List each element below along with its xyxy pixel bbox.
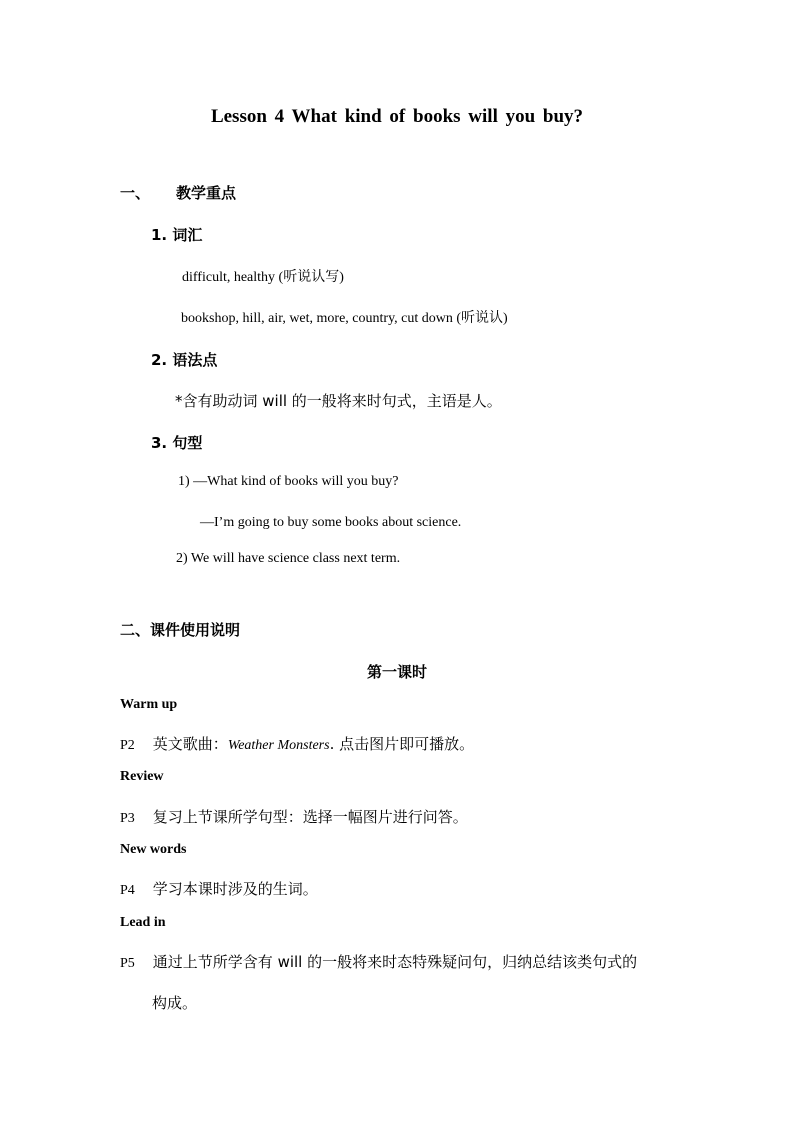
song-title: Weather Monsters bbox=[227, 738, 330, 753]
item-label-review: Review bbox=[120, 769, 164, 784]
section2-heading: 二、课件使用说明 bbox=[120, 621, 241, 639]
page-number: P5 bbox=[120, 956, 135, 971]
sentence-line-1: 1) —What kind of books will you buy? bbox=[178, 474, 399, 489]
item-line-warmup bbox=[120, 733, 474, 754]
sentences-heading: 3. 句型 bbox=[151, 434, 203, 452]
item-text-before: 英文歌曲： bbox=[152, 735, 228, 753]
section1-heading: 教学重点 bbox=[176, 184, 237, 202]
item-text: 通过上节所学含有 will 的一般将来时态特殊疑问句，归纳总结该类句式的 bbox=[152, 953, 638, 971]
item-label-warmup: Warm up bbox=[120, 697, 178, 712]
page-number: P4 bbox=[120, 883, 135, 898]
period-heading: 第一课时 bbox=[366, 663, 427, 681]
grammar-heading: 2. 语法点 bbox=[151, 351, 218, 369]
item-text-continued: 构成。 bbox=[152, 994, 198, 1012]
page-number: P2 bbox=[120, 738, 135, 753]
item-text: 复习上节课所学句型：选择一幅图片进行问答。 bbox=[152, 808, 468, 826]
item-line-review bbox=[120, 806, 468, 827]
vocab-line-2: bookshop, hill, air, wet, more, country, cut down (听说认) bbox=[181, 311, 508, 326]
item-label-new-words: New words bbox=[120, 842, 187, 857]
page-number: P3 bbox=[120, 811, 135, 826]
item-text-after: . 点击图片即可播放。 bbox=[329, 735, 475, 753]
lesson-title: Lesson 4 What kind of books will you buy? bbox=[210, 106, 584, 127]
sentence-line-2: —I’m going to buy some books about science. bbox=[200, 515, 462, 530]
item-line-lead-in bbox=[120, 951, 637, 972]
item-label-lead-in: Lead in bbox=[120, 915, 166, 930]
section1-number: 一、 bbox=[120, 184, 151, 202]
grammar-line: *含有助动词 will 的一般将来时句式，主语是人。 bbox=[175, 392, 502, 410]
vocab-heading: 1. 词汇 bbox=[151, 226, 203, 244]
vocab-line-1: difficult, healthy (听说认写) bbox=[182, 270, 344, 285]
item-text: 学习本课时涉及的生词。 bbox=[152, 880, 318, 898]
item-line-new-words bbox=[120, 878, 318, 899]
sentence-line-3: 2) We will have science class next term. bbox=[176, 551, 401, 566]
